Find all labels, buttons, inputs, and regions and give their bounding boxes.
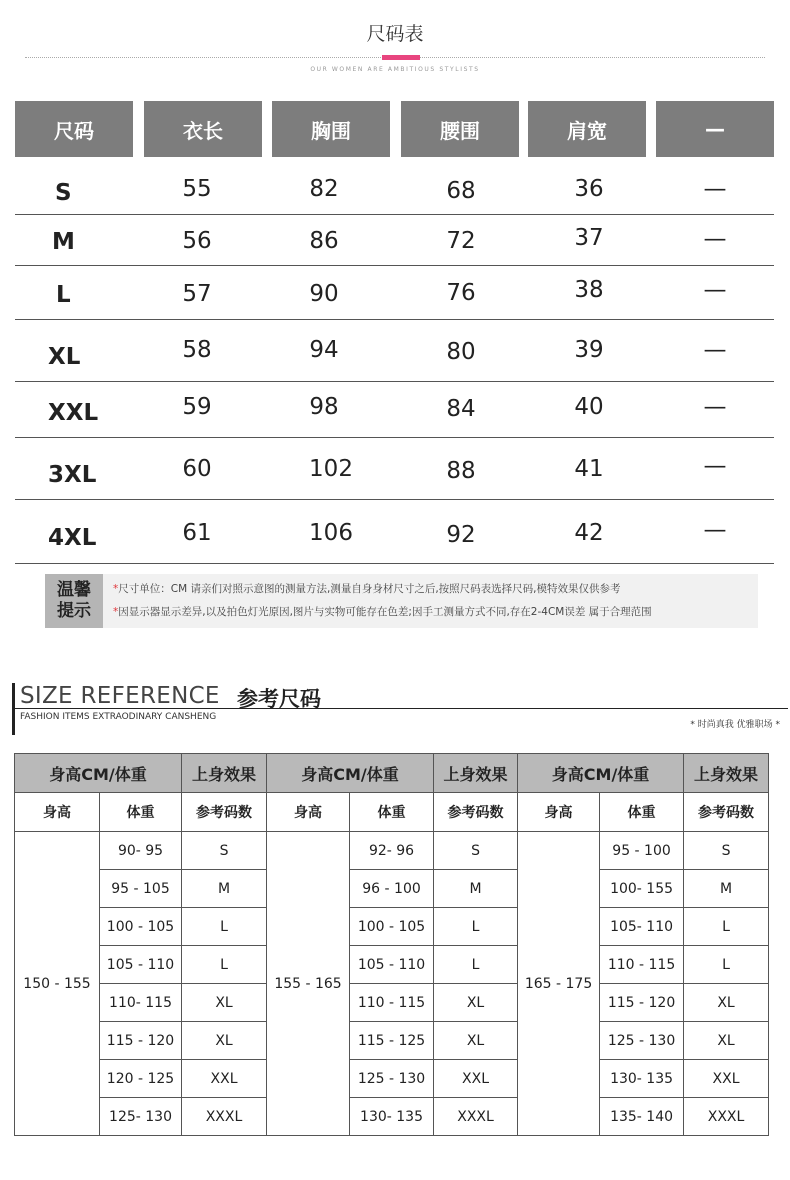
- shoulder-cell: 37: [574, 225, 604, 251]
- weight-cell: 96 - 100: [350, 870, 434, 908]
- col-size: 参考码数: [684, 793, 769, 832]
- size-cell: XXXL: [182, 1098, 267, 1136]
- size-cell: M: [182, 870, 267, 908]
- size-header-extra: —: [656, 101, 774, 157]
- col-height: 身高: [267, 793, 350, 832]
- tips-label: [45, 574, 103, 628]
- length-cell: 61: [182, 520, 212, 546]
- size-cell: S: [684, 832, 769, 870]
- weight-cell: 130- 135: [350, 1098, 434, 1136]
- reference-accent-bar: [12, 683, 15, 735]
- weight-cell: 105 - 110: [350, 946, 434, 984]
- weight-cell: 130- 135: [600, 1060, 684, 1098]
- weight-cell: 95 - 100: [600, 832, 684, 870]
- weight-cell: 100 - 105: [100, 908, 182, 946]
- size-cell: XL: [182, 984, 267, 1022]
- size-cell: XL: [434, 1022, 518, 1060]
- weight-cell: 110 - 115: [350, 984, 434, 1022]
- size-cell: XXL: [182, 1060, 267, 1098]
- table-row: [15, 438, 774, 500]
- size-cell: L: [434, 908, 518, 946]
- shoulder-cell: 36: [574, 176, 604, 202]
- waist-cell: 72: [446, 228, 476, 254]
- col-weight: 体重: [350, 793, 434, 832]
- size-header-length: 衣长: [144, 101, 262, 157]
- chest-cell: 86: [309, 228, 339, 254]
- size-cell: S: [55, 180, 72, 206]
- size-header-waist: 腰围: [401, 101, 519, 157]
- table-row: [15, 266, 774, 320]
- height-cell: 155 - 165: [267, 832, 350, 1136]
- accent-bar: [382, 55, 420, 60]
- waist-cell: 68: [446, 178, 476, 204]
- weight-cell: 105 - 110: [100, 946, 182, 984]
- extra-cell: —: [703, 394, 727, 420]
- shoulder-cell: 41: [574, 456, 604, 482]
- chest-cell: 102: [309, 456, 353, 482]
- weight-cell: 115 - 120: [600, 984, 684, 1022]
- size-cell: XL: [684, 1022, 769, 1060]
- size-cell: L: [182, 908, 267, 946]
- size-cell: XL: [434, 984, 518, 1022]
- col-size: 参考码数: [182, 793, 267, 832]
- effect-header: 上身效果: [182, 754, 267, 793]
- length-cell: 60: [182, 456, 212, 482]
- extra-cell: —: [703, 226, 727, 252]
- col-height: 身高: [518, 793, 600, 832]
- weight-cell: 110 - 115: [600, 946, 684, 984]
- table-row: [15, 1022, 769, 1060]
- group-header: 身高CM/体重: [15, 754, 182, 793]
- reference-title-cn: 参考尺码: [237, 687, 321, 711]
- weight-cell: 100- 155: [600, 870, 684, 908]
- size-cell: L: [56, 282, 71, 308]
- tips-label-line2: 提示: [57, 601, 91, 621]
- waist-cell: 92: [446, 522, 476, 548]
- waist-cell: 88: [446, 458, 476, 484]
- shoulder-cell: 42: [574, 520, 604, 546]
- chest-cell: 106: [309, 520, 353, 546]
- size-cell: XXL: [48, 400, 99, 426]
- weight-cell: 95 - 105: [100, 870, 182, 908]
- shoulder-cell: 38: [574, 277, 604, 303]
- col-weight: 体重: [600, 793, 684, 832]
- extra-cell: —: [703, 517, 727, 543]
- length-cell: 56: [182, 228, 212, 254]
- tips-box: [45, 574, 758, 628]
- col-weight: 体重: [100, 793, 182, 832]
- weight-cell: 92- 96: [350, 832, 434, 870]
- size-cell: M: [434, 870, 518, 908]
- reference-header-row: [15, 754, 769, 793]
- weight-cell: 115 - 125: [350, 1022, 434, 1060]
- page-title: 尺码表: [366, 23, 424, 45]
- reference-title-en: SIZE REFERENCE: [20, 683, 220, 709]
- reference-subheader-row: [15, 793, 769, 832]
- chest-cell: 82: [309, 176, 339, 202]
- tip-star: *: [113, 606, 119, 618]
- table-row: [15, 320, 774, 382]
- size-cell: L: [684, 946, 769, 984]
- length-cell: 58: [182, 337, 212, 363]
- table-row: [15, 382, 774, 438]
- size-cell: M: [52, 229, 75, 255]
- chest-cell: 98: [309, 394, 339, 420]
- size-cell: XXL: [684, 1060, 769, 1098]
- weight-cell: 125 - 130: [600, 1022, 684, 1060]
- tip-star: *: [113, 583, 119, 595]
- group-header: 身高CM/体重: [518, 754, 684, 793]
- tip-line-1: [113, 581, 621, 596]
- size-cell: XL: [48, 344, 81, 370]
- size-cell: M: [684, 870, 769, 908]
- size-cell: L: [434, 946, 518, 984]
- table-row: [15, 908, 769, 946]
- table-row: [15, 215, 774, 266]
- table-row: [15, 1098, 769, 1136]
- weight-cell: 110- 115: [100, 984, 182, 1022]
- waist-cell: 84: [446, 396, 476, 422]
- chest-cell: 90: [309, 281, 339, 307]
- size-cell: 3XL: [48, 462, 97, 488]
- reference-table: [14, 753, 769, 1136]
- weight-cell: 120 - 125: [100, 1060, 182, 1098]
- table-row: [15, 946, 769, 984]
- length-cell: 57: [182, 281, 212, 307]
- extra-cell: —: [703, 277, 727, 303]
- tips-label-line1: 温馨: [57, 580, 91, 600]
- size-cell: XXL: [434, 1060, 518, 1098]
- size-cell: XXXL: [684, 1098, 769, 1136]
- table-row: [15, 1060, 769, 1098]
- length-cell: 55: [182, 176, 212, 202]
- size-header-size: 尺码: [15, 101, 133, 157]
- size-header-shoulder: 肩宽: [528, 101, 646, 157]
- reference-slogan: * 时尚真我 优雅职场 *: [690, 720, 780, 730]
- waist-cell: 80: [446, 339, 476, 365]
- effect-header: 上身效果: [434, 754, 518, 793]
- table-row: [15, 832, 769, 870]
- table-row: [15, 500, 774, 564]
- shoulder-cell: 39: [574, 337, 604, 363]
- waist-cell: 76: [446, 280, 476, 306]
- size-cell: 4XL: [48, 525, 97, 551]
- group-header: 身高CM/体重: [267, 754, 434, 793]
- extra-cell: —: [703, 176, 727, 202]
- table-row: [15, 870, 769, 908]
- size-cell: XL: [182, 1022, 267, 1060]
- size-header-chest: 胸围: [272, 101, 390, 157]
- tip-text-1: 尺寸单位：CM 请亲们对照示意图的测量方法,测量自身身材尺寸之后,按照尺码表选择尺码,模特效果仅供参考: [118, 583, 621, 595]
- weight-cell: 105- 110: [600, 908, 684, 946]
- effect-header: 上身效果: [684, 754, 769, 793]
- extra-cell: —: [703, 453, 727, 479]
- table-row: [15, 163, 774, 215]
- col-height: 身高: [15, 793, 100, 832]
- weight-cell: 125 - 130: [350, 1060, 434, 1098]
- col-size: 参考码数: [434, 793, 518, 832]
- table-row: [15, 984, 769, 1022]
- tip-line-2: [113, 604, 652, 619]
- length-cell: 59: [182, 394, 212, 420]
- weight-cell: 100 - 105: [350, 908, 434, 946]
- height-cell: 150 - 155: [15, 832, 100, 1136]
- size-cell: L: [684, 908, 769, 946]
- size-cell: L: [182, 946, 267, 984]
- shoulder-cell: 40: [574, 394, 604, 420]
- weight-cell: 125- 130: [100, 1098, 182, 1136]
- size-cell: XXXL: [434, 1098, 518, 1136]
- reference-subtitle: FASHION ITEMS EXTRAODINARY CANSHENG: [20, 712, 217, 722]
- tip-text-2: 因显示器显示差异,以及拍色灯光原因,图片与实物可能存在色差;因手工测量方式不同,存在2-4CM误差 属于合理范围: [118, 606, 652, 618]
- chest-cell: 94: [309, 337, 339, 363]
- size-cell: S: [182, 832, 267, 870]
- height-cell: 165 - 175: [518, 832, 600, 1136]
- extra-cell: —: [703, 337, 727, 363]
- size-cell: S: [434, 832, 518, 870]
- page-subtitle: OUR WOMEN ARE AMBITIOUS STYLISTS: [310, 66, 480, 73]
- weight-cell: 115 - 120: [100, 1022, 182, 1060]
- weight-cell: 135- 140: [600, 1098, 684, 1136]
- size-cell: XL: [684, 984, 769, 1022]
- weight-cell: 90- 95: [100, 832, 182, 870]
